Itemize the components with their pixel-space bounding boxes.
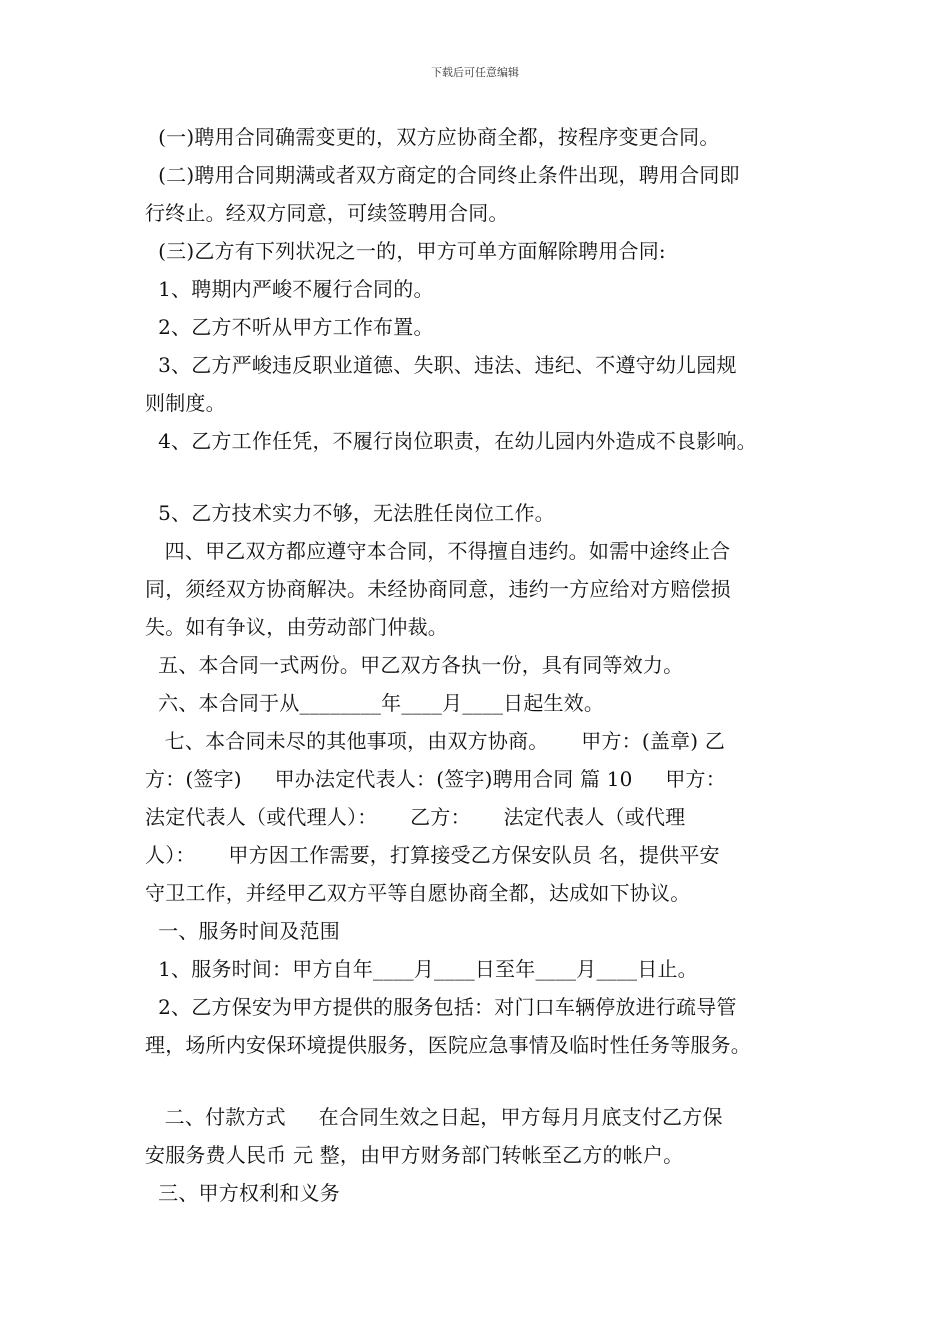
text-line: 七、本合同未尽的其他事项，由双方协商。 甲方：(盖章) 乙 [145, 729, 726, 753]
text-line: 人）： 甲方因工作需要，打算接受乙方保安队员 名，提供平安 [145, 843, 720, 867]
text-line: 六、本合同于从________年____月____日起生效。 [145, 691, 605, 715]
document-body [145, 118, 825, 1212]
text-line: 4、乙方工作任凭，不履行岗位职责，在幼儿园内外造成不良影响。 [145, 429, 757, 453]
text-line: 2、乙方保安为甲方提供的服务包括：对门口车辆停放进行疏导管 [145, 995, 737, 1019]
page-header: 下载后可任意编辑 [431, 66, 519, 79]
text-line: 1、聘期内严峻不履行合同的。 [145, 277, 434, 301]
paragraph-gap [145, 1064, 825, 1098]
text-line: 行终止。经双方同意，可续签聘用合同。 [145, 201, 509, 225]
text-line: 二、付款方式 在合同生效之日起，甲方每月月底支付乙方保 [145, 1105, 723, 1129]
text-line: 守卫工作，并经甲乙双方平等自愿协商全都，达成如下协议。 [145, 881, 691, 905]
text-line: 理，场所内安保环境提供服务，医院应急事情及临时性任务等服务。 [145, 1033, 751, 1057]
text-line: 则制度。 [145, 391, 226, 415]
text-line: 5、乙方技术实力不够，无法胜任岗位工作。 [145, 501, 555, 525]
paragraph-gap [145, 460, 825, 494]
text-line: 三、甲方权利和义务 [145, 1181, 340, 1205]
text-line: 3、乙方严峻违反职业道德、失职、违法、违纪、不遵守幼儿园规 [145, 353, 737, 377]
text-line: 法定代表人（或代理人）： 乙方： 法定代表人（或代理 [145, 805, 686, 829]
text-line: (二)聘用合同期满或者双方商定的合同终止条件出现，聘用合同即 [145, 163, 740, 187]
text-line: (三)乙方有下列状况之一的，甲方可单方面解除聘用合同: [145, 239, 666, 263]
text-line: 四、甲乙双方都应遵守本合同，不得擅自违约。如需中途终止合 [145, 539, 731, 563]
text-line: 同，须经双方协商解决。未经协商同意，违约一方应给对方赔偿损 [145, 577, 731, 601]
text-line: 失。如有争议，由劳动部门仲裁。 [145, 615, 448, 639]
text-line: 五、本合同一式两份。甲乙双方各执一份，具有同等效力。 [145, 653, 684, 677]
text-line: 方：(签字) 甲办法定代表人：(签字)聘用合同 篇 10 甲方： [145, 767, 726, 791]
text-line: 一、服务时间及范围 [145, 919, 340, 943]
text-line: (一)聘用合同确需变更的，双方应协商全都，按程序变更合同。 [145, 125, 720, 149]
text-line: 2、乙方不听从甲方工作布置。 [145, 315, 434, 339]
text-line: 1、服务时间：甲方自年____月____日至年____月____日止。 [145, 957, 698, 981]
text-line: 安服务费人民币 元 整，由甲方财务部门转帐至乙方的帐户。 [145, 1143, 684, 1167]
